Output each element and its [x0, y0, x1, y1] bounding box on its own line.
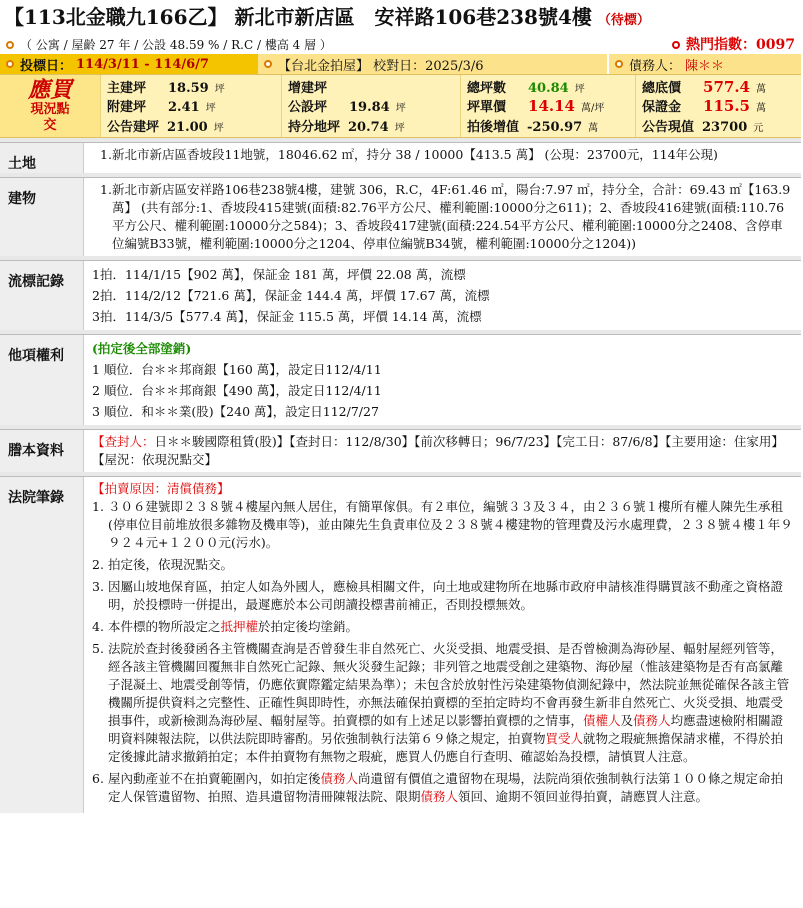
- highlight-text: 債務人: [320, 771, 359, 786]
- announced-value-value: 23700: [702, 119, 748, 135]
- section-label: 流標記錄: [0, 261, 84, 330]
- summary-col-4: [635, 75, 801, 137]
- main-area-label: 主建坪: [107, 81, 147, 97]
- unit: 萬/坪: [581, 103, 605, 115]
- unit-price-value: 14.14: [528, 97, 575, 116]
- court-item: [108, 640, 793, 766]
- section-label: 土地: [0, 143, 84, 173]
- summary-panel: [0, 74, 801, 138]
- text-run: 於拍定後均塗銷。: [258, 619, 359, 634]
- list-number: 4.: [92, 619, 104, 634]
- property-meta: （ 公寓 / 屋齡 27 年 / 公設 48.59 % / R.C / 樓高 4 層 ）: [20, 37, 332, 52]
- highlight-text: 買受人: [545, 731, 584, 746]
- list-item: 1 順位．台＊＊邦商銀【160 萬】，設定日112/4/11: [92, 362, 382, 377]
- copy-text: 日＊＊駿國際租賃(股)】【查封日：112/8/30】【前次移轉日；96/7/23】【完工日：87/6/8】【主要用途：住家用】【屋況：依現況點交】: [92, 434, 784, 467]
- copy-section: [0, 429, 801, 472]
- aux-area-value: 2.41: [168, 100, 200, 116]
- text-run: 領回、逾期不領回並得拍賣，請應買人注意。: [458, 789, 709, 804]
- debtor-label: 債務人：: [629, 58, 682, 74]
- highlight-text: 債務人: [420, 789, 459, 804]
- unit-price-label: 坪單價: [467, 100, 507, 116]
- main-area-value: 18.59: [168, 81, 209, 97]
- court-item: ３０６建號即２３８號４樓屋內無人居住，有簡單傢俱。有２車位，編號３３及３４，由２３６號１樓所有權人陳先生承租(停車位目前堆放很多雜物及機車等)，並由陳先生負責車位及２３８號４樓建物的管理費及污水處理費，２３８號４樓１年９９２４元+１２００元(污水)。: [108, 499, 793, 550]
- page-title: [0, 0, 801, 34]
- unit: 坪: [214, 84, 225, 96]
- court-info: 【台北金拍屋】 校對日：2025/3/6: [278, 58, 484, 74]
- section-label: 建物: [0, 178, 84, 256]
- list-item: 1拍．114/1/15【902 萬】，保証金 181 萬，坪價 22.08 萬，流標: [92, 267, 466, 282]
- aux-area-label: 附建坪: [107, 100, 147, 116]
- list-number: 2.: [92, 557, 104, 572]
- building-text: 新北市新店區安祥路106巷238號4樓，建號 306，R.C，4F:61.46 ㎡，陽台:7.97 ㎡，持分全，合計：69.43 ㎡【163.9 萬】 (共有部分:1、香坡段415建號(面積:82.76平方公尺、權利範圍:10000分之611)；2、香坡段416建號(面積:110.76平方公尺、權利範圍:10000分之584)；3、香坡段417建號(面積:224.54平方公尺、權利範圍:10000分之2408、含停車位編號B33號，權利範圍:10000分之1204、停車位編號B34號，權利範圍:10000分之1204)): [112, 182, 791, 251]
- value-gain-value: -250.97: [527, 119, 583, 135]
- land-share-label: 持分地坪: [288, 119, 341, 135]
- announced-area-value: 21.00: [167, 119, 208, 135]
- title-main: 【113北金職九166乙】 新北市新店區 安祥路106巷238號4樓: [4, 5, 592, 29]
- list-item: 3 順位．和＊＊業(股)【240 萬】，設定日112/7/27: [92, 404, 379, 419]
- auction-date-value: 114/3/11 - 114/6/7: [76, 56, 209, 72]
- list-number: 6.: [92, 771, 104, 786]
- list-number: 1.: [100, 147, 112, 162]
- unit: 元: [753, 122, 764, 134]
- total-area-value: 40.84: [528, 81, 569, 97]
- bullet-icon: [615, 60, 623, 68]
- rights-section: [0, 334, 801, 425]
- court-head: 【拍賣原因：清償債務】: [92, 481, 230, 496]
- seizer-label: 【查封人：: [92, 434, 155, 449]
- list-number: 1.: [92, 499, 104, 514]
- reserve-price-value: 577.4: [703, 78, 750, 97]
- section-label: 謄本資料: [0, 430, 84, 472]
- list-number: 3.: [92, 579, 104, 594]
- unit: 萬: [756, 84, 766, 96]
- summary-col-3: [460, 75, 635, 137]
- public-area-label: 公設坪: [288, 100, 328, 116]
- value-gain-label: 拍後增值: [467, 119, 520, 135]
- extension-area-label: 增建坪: [288, 81, 328, 97]
- unit: 坪: [205, 103, 216, 115]
- flow-section: [0, 260, 801, 330]
- text-run: 本件標的物所設定之: [108, 619, 221, 634]
- court-item: 因屬山坡地保育區，拍定人如為外國人，應檢具相關文件，向土地或建物所在地縣市政府申請核准得購買該不動產之資格證明，於投標時一併提出，最遲應於本公司朗讀投標書前補正，否則投標無效。: [108, 579, 784, 612]
- court-item: 拍定後，依現況點交。: [108, 557, 234, 572]
- list-item: 2 順位．台＊＊邦商銀【490 萬】，設定日112/4/11: [92, 383, 382, 398]
- text-run: 均應盡速檢附相關證明資料陳報法院，以供法院即時審酌。另依強制執行法第６９條之規定，拍賣物: [108, 713, 784, 746]
- bullet-icon: [264, 60, 272, 68]
- text-run: 尚遺留有價值之遺留物在現場，法院尚須依強制執行法第１００條之規定命拍定人保管遺留物、拍照、造具遺留物清冊陳報法院、限期: [108, 771, 784, 804]
- land-text: 新北市新店區香坡段11地號，18046.62 ㎡，持分 38 / 10000【413.5 萬】 (公現：23700元，114年公現): [112, 147, 718, 162]
- court-item: [108, 770, 793, 806]
- bullet-icon: [6, 60, 14, 68]
- verdict: 應買: [27, 77, 72, 103]
- reserve-price-label: 總底價: [642, 81, 682, 97]
- list-item: 3拍．114/3/5【577.4 萬】，保証金 115.5 萬，坪價 14.14 萬，流標: [92, 309, 482, 324]
- list-number: 1.: [100, 182, 112, 197]
- announced-value-label: 公告現值: [642, 119, 695, 135]
- status-badge: （待標）: [597, 13, 650, 28]
- unit: 坪: [213, 122, 224, 134]
- unit: 坪: [574, 84, 585, 96]
- highlight-text: 債權人: [583, 713, 621, 728]
- building-section: [0, 177, 801, 256]
- list-number: 5.: [92, 641, 104, 656]
- verdict-box: [0, 75, 100, 137]
- deposit-label: 保證金: [642, 100, 682, 116]
- deposit-value: 115.5: [703, 97, 750, 116]
- court-item: [108, 618, 793, 636]
- auction-bar: [0, 54, 801, 74]
- total-area-label: 總坪數: [467, 81, 507, 97]
- summary-col-1: [100, 75, 281, 137]
- section-label: 他項權利: [0, 335, 84, 425]
- verdict-sub: 現況點: [30, 102, 70, 117]
- unit: 坪: [395, 103, 406, 115]
- court-section: [0, 476, 801, 813]
- summary-col-2: [281, 75, 460, 137]
- hot-index: 熱門指數：0097: [686, 37, 795, 53]
- highlight-text: 債務人: [633, 713, 671, 728]
- text-run: 及: [620, 713, 634, 728]
- bullet-icon: [672, 41, 680, 49]
- text-run: 法院於查封後發函各主管機關查詢是否曾發生非自然死亡、火災受損、地震受損、是否曾檢測為海砂屋、輻射屋經列管等，經各該主管機關回覆無非自然死亡記錄、無火災發生記錄；非列管之地震受創之建築物、海砂屋（惟該建築物是否有高氯離子混凝土、地震受創等情，仍應依實際鑑定結果為準）；未包含於放射性污染建築物偵測紀錄中，然法院並無從確保各該主管機關所提供資料之完整性、正確性與即時性，亦無法確保拍賣標的至拍定時均不會再發生新非自然死亡、火災受損、地震受損事件，或新檢測為海砂屋、輻射屋等。拍賣標的如有上述足以影響拍賣標的之情事，: [108, 641, 790, 728]
- highlight-text: 抵押權: [220, 619, 259, 634]
- land-section: [0, 142, 801, 173]
- section-label: 法院筆錄: [0, 477, 84, 813]
- announced-area-label: 公告建坪: [107, 119, 160, 135]
- meta-row: [0, 34, 801, 54]
- public-area-value: 19.84: [349, 100, 390, 116]
- land-share-value: 20.74: [348, 119, 389, 135]
- list-item: 2拍．114/2/12【721.6 萬】，保証金 144.4 萬，坪價 17.67 萬，流標: [92, 288, 490, 303]
- unit: 萬: [588, 122, 599, 134]
- auction-date-label: 投標日：: [20, 58, 73, 74]
- debtor-value: 陳＊＊: [685, 58, 725, 74]
- unit: 坪: [394, 122, 405, 134]
- rights-head: (拍定後全部塗銷): [92, 341, 192, 356]
- text-run: 就物之瑕疵無擔保請求權，不得於拍定後據此請求撤銷拍定；本件拍賣物有無物之瑕疵，應買人仍應自行查明、確認始為投標，請慎買人注意。: [108, 731, 784, 764]
- verdict-sub: 交: [43, 118, 57, 133]
- unit: 萬: [756, 103, 766, 115]
- text-run: 屋內動產並不在拍賣範圍內，如拍定後: [108, 771, 321, 786]
- bullet-icon: [6, 41, 14, 49]
